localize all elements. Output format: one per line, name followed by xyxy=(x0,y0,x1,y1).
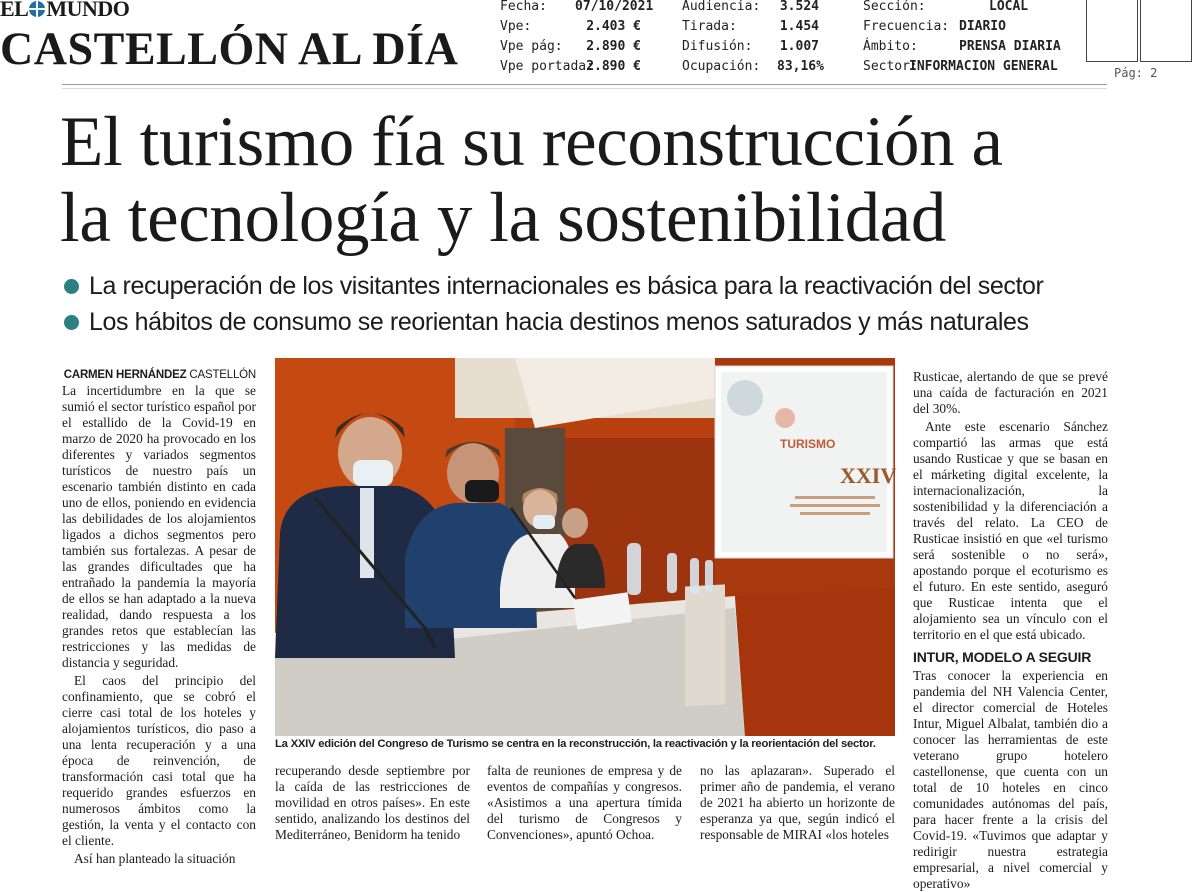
meta-value: 07/10/2021 xyxy=(575,0,654,14)
header-divider xyxy=(62,84,1107,85)
meta-value: 83,16% xyxy=(777,59,824,74)
meta-key: Sección: xyxy=(863,0,926,14)
photo-caption: La XXIV edición del Congreso de Turismo se centra en la reconstrucción, la reactivación y la reorientación del sector. xyxy=(275,738,876,750)
subheadline xyxy=(62,272,1162,308)
meta-value: PRENSA DIARIA xyxy=(959,39,1061,54)
article-photo xyxy=(275,358,895,736)
publication-name: CASTELLÓN AL DÍA xyxy=(0,23,459,75)
article-headline xyxy=(60,104,1140,256)
meta-key: Difusión: xyxy=(682,39,753,54)
header-divider xyxy=(62,88,1107,89)
article-column-1 xyxy=(62,369,256,866)
newspaper-logo xyxy=(0,0,129,22)
article-column-4 xyxy=(700,763,895,847)
paragraph: Así han planteado la situación xyxy=(74,851,236,866)
page-thumbnail xyxy=(1140,0,1192,62)
meta-value: DIARIO xyxy=(959,19,1006,34)
paragraph: recuperando desde septiembre por la caída de las restricciones de movilidad en otros países». En este sentido, analizando los destinos del Mediterráneo, Benidorm ha tenido xyxy=(275,763,470,842)
dateline-city: CASTELLÓN xyxy=(189,369,256,381)
screen-text-turismo: TURISMO xyxy=(780,437,836,451)
article-column-2 xyxy=(275,763,470,847)
subheadline xyxy=(62,308,1162,344)
paragraph: no las aplazaran». Superado el primer año de pandemia, el verano de 2021 ha abierto un horizonte de esperanza ya que, según indicó el responsable de MIRAI «los hoteles xyxy=(700,763,895,842)
meta-key: Vpe portada: xyxy=(500,59,594,74)
headline-line: El turismo fía su reconstrucción a xyxy=(60,103,1003,181)
meta-key: Sector: xyxy=(863,59,918,74)
meta-value: INFORMACION GENERAL xyxy=(909,59,1058,74)
paragraph: falta de reuniones de empresa y de eventos de compañías y congresos. «Asistimos a una apertura tímida del turismo de Congresos y Convenciones», apuntó Ochoa. xyxy=(487,763,682,842)
meta-value: 2.403 € xyxy=(586,19,641,34)
meta-key: Vpe pág: xyxy=(500,39,563,54)
paragraph: Rusticae, alertando de que se prevé una caída de facturación en 2021 del 30%. xyxy=(913,369,1108,416)
meta-value: 3.524 xyxy=(779,0,819,14)
bullet-icon xyxy=(64,315,79,330)
conference-photo-illustration xyxy=(275,358,895,736)
logo-text-right: MUNDO xyxy=(46,0,130,21)
article-column-3 xyxy=(487,763,682,847)
byline xyxy=(62,369,256,381)
subheadline-text: Los hábitos de consumo se reorientan hacia destinos menos saturados y más naturales xyxy=(89,308,1029,336)
headline-line: la tecnología y la sostenibilidad xyxy=(60,179,946,257)
meta-value: 1.454 xyxy=(779,19,819,34)
meta-key: Fecha: xyxy=(500,0,547,14)
metadata-column-1 xyxy=(500,0,654,80)
page-thumbnail xyxy=(1086,0,1138,62)
screen-text-xxiv: XXIV xyxy=(840,463,897,488)
metadata-column-2 xyxy=(682,0,824,80)
page-thumbnails xyxy=(1086,0,1192,62)
meta-key: Tirada: xyxy=(682,19,737,34)
meta-key: Audiencia: xyxy=(682,0,761,14)
meta-key: Ocupación: xyxy=(682,59,761,74)
paragraph: La incertidumbre en la que se sumió el sector turístico español por el estallido de la Covid-19 en marzo de 2020 ha provocado en los diferentes y variados segmentos turísticos de nuestro país un escenario también distinto en cada uno de ellos, poniendo en evidencia las debilidades de los alojamientos ligados a dichos segmentos pero también sus fortalezas. A pesar de las grandes dificultades que ha entrañado la pandemia la mayoría de ellos se han adaptado a la nueva realidad, dando respuesta a los grandes retos que establecían las restricciones y las medidas de distancia y seguridad. xyxy=(62,383,256,670)
page-number: Pág: 2 xyxy=(1114,66,1158,80)
subheadline-text: La recuperación de los visitantes internacionales es básica para la reactivación del sector xyxy=(89,272,1044,300)
section-subheading: INTUR, MODELO A SEGUIR xyxy=(913,649,1092,665)
author-name: CARMEN HERNÁNDEZ xyxy=(63,369,187,381)
meta-key: Vpe: xyxy=(500,19,532,34)
meta-key: Frecuencia: xyxy=(863,19,950,34)
paragraph: Tras conocer la experiencia en pandemia del NH Valencia Center, el director comercial de Hoteles Intur, Miguel Albalat, también dio a conocer las herramientas de este veterano grupo hotelero castellonense, que cuenta con un total de 10 hoteles en cinco comunidades autónomas del país, para hacer frente a la crisis del Covid-19. «Tuvimos que adaptar y redirigir nuestra estrategia empresarial, a nivel comercial y operativo» xyxy=(913,668,1108,891)
bullet-icon xyxy=(64,279,79,294)
globe-icon xyxy=(29,1,45,17)
logo-text-left: EL xyxy=(0,0,29,21)
article-column-5 xyxy=(913,369,1108,891)
meta-value: LOCAL xyxy=(989,0,1029,14)
meta-key: Ámbito: xyxy=(863,39,918,54)
subheadlines xyxy=(62,272,1162,344)
paragraph: Ante este escenario Sánchez compartió las armas que está usando Rusticae y que se basan en el márketing digital excelente, la internacionalización, la sostenibilidad y la diferenciación a través del relato. La CEO de Rusticae insistió en que «el turismo será sostenible o no será», apostando porque el ecoturismo es el futuro. En este sentido, aseguró que Rusticae intenta que el alojamiento sea un vínculo con el territorio en el que está ubicado. xyxy=(913,419,1108,642)
meta-value: 2.890 € xyxy=(586,59,641,74)
paragraph: El caos del principio del confinamiento, que se cobró el cierre casi total de los hoteles y alojamientos turísticos, dio paso a una lenta recuperación y a una época de reinvención, de transformación casi total que ha requerido grandes esfuerzos en numerosos ámbitos como la gestión, la venta y el contacto con el cliente. xyxy=(62,673,256,848)
meta-value: 1.007 xyxy=(779,39,819,54)
meta-value: 2.890 € xyxy=(586,39,641,54)
